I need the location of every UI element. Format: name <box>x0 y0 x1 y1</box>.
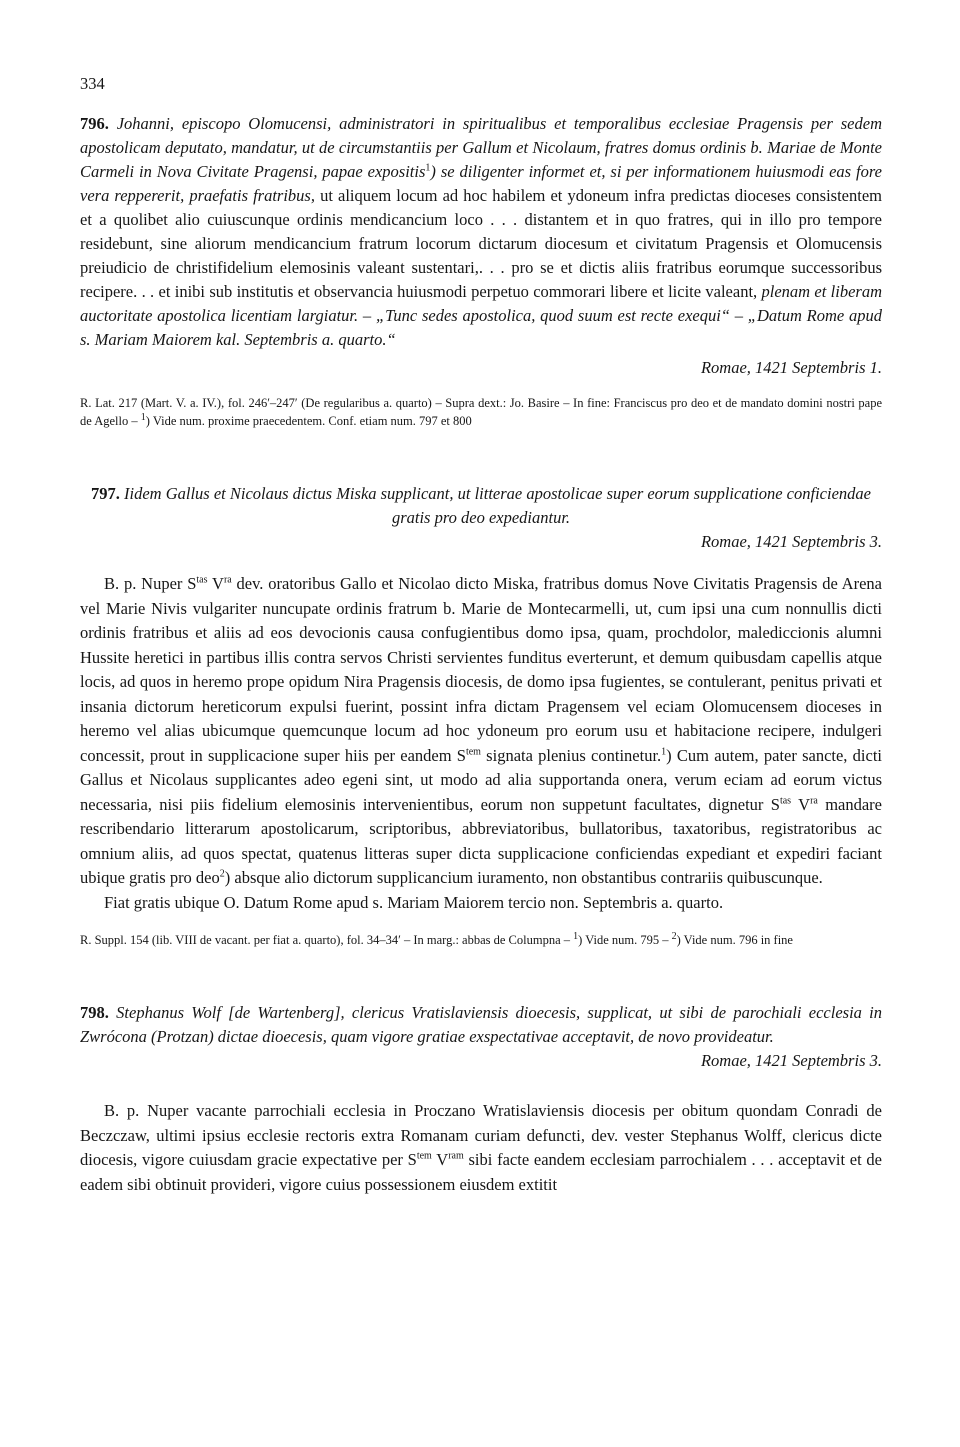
entry-797 <box>80 482 882 949</box>
entry-number: 796. <box>80 114 109 133</box>
entry-797-heading: 797. Iidem Gallus et Nicolaus dictus Miska supplicant, ut litterae apostolicae super eorum supplicatione conficiendae gratis pro deo expediantur. <box>91 484 871 527</box>
footnote-ref: 1 <box>661 746 667 757</box>
footnote-ref: 1 <box>425 162 431 174</box>
page-number: 334 <box>80 74 105 93</box>
entry-796-date: Romae, 1421 Septembris 1. <box>700 358 882 377</box>
entry-796 <box>80 112 882 430</box>
entry-798-heading: 798. Stephanus Wolf [de Wartenberg], clericus Vratislaviensis dioecesis, supplicat, ut sibi de parochiali ecclesia in Zwrócona (Protzan) dictae dioecesis, quam vigore gratiae exspectativae acceptavit, de novo provideatur. <box>80 1003 882 1046</box>
entry-number: 798. <box>80 1003 109 1022</box>
entry-797-text: B. p. Nuper $S^{tas}$ $V^{ra}$ dev. oratoribus Gallo et Nicolao dicto Miska, fratribus domus Nove Civitatis Pragensis de Arena vel Marie Nivis vulgariter nuncupate ordinis fratrum b. Marie de Montecarmelli, ut, cum ipsi una cum nonnullis dicti ordinis fratribus et aliis ad eos devocionis causa confugientibus domo ipsa, quam, prochdolor, malediccionis alumni Hussite heretici in partibus illis contra servos Christi servientes funditus everterunt, et demum quibusdam capellis atque locis, ad quos in heremo prope opidum Nira Pragensis diocesis, de domo ipsa fugientes, se contulerant, penitus privati et insania dictorum hereticorum expulsi fuerint, possint infra dictam Pragensem vel eciam Olomucensem dioceses in heremo vel alias ubicumque quemcunque locum ad hoc ydoneum pro eorum usu et habitacione recipere, indulgeri concessit, prout in supplicacione super hiis per eandem $S^{tem}$ signata plenius continetur.$^1$) Cum autem, pater sancte, dicti Gallus et Nicolaus supplicantes adeo egeni sint, ut modo ad alia supportanda onera, verum eciam ad eorum victus necessaria, nisi piis fidelium elemosinis intervenientibus, eorum non suppetunt facultates, dignetur $S^{tas}$ $V^{ra}$ mandare rescribendario litterarum apostolicarum, scriptoribus, abbreviatoribus, bullatoribus, taxatoribus, registratoribus ac omnium aliis, ad quos spectat, quatenus litteras super dicta supplicacione conficiendas expediant et expediri faciant ubique gratis pro deo$^2$) absque alio dictorum supplicancium iuramento, non obstantibus contrariis quibuscunque. <box>80 574 882 887</box>
entry-798-date: Romae, 1421 Septembris 3. <box>700 1051 882 1070</box>
entry-797-dating: Fiat gratis ubique O. Datum Rome apud s. Mariam Maiorem tercio non. Septembris a. quarto. <box>104 892 724 912</box>
entry-797-date: Romae, 1421 Septembris 3. <box>700 532 882 551</box>
footnote-ref: 2 <box>219 868 225 880</box>
entry-number: 797. <box>91 484 120 503</box>
entry-798-text: B. p. Nuper vacante parrochiali ecclesia in Proczano Wratislaviensis diocesis per obitum quondam Conradi de Beczczaw, ultimi ipsius ecclesie rectoris extra Romanam curiam defuncti, dev. vester Stephanus Wolff, clericus dicte diocesis, vigore cuiusdam gracie expectative per $S^{tem}$ $V^{ram}$ sibi facte eandem ecclesiam parrochialem . . . acceptavit et de eadem sibi obtinuit provideri, vigore cuius possessionem eiusdem extitit <box>80 1101 883 1194</box>
entry-796-note: R. Lat. 217 (Mart. V. a. IV.), fol. 246′–247′ (De regularibus a. quarto) – Supra dext.: Jo. Basire – In fine: Franciscus pro deo et de mandato domini nostri pape de Agello – $^1$) Vide num. proxime praecedentem. Conf. etiam num. 797 et 800 <box>80 396 882 428</box>
entry-796-heading: 796. Johanni, episcopo Olomucensi, administratori in spiritualibus et temporalibus ecclesiae Pragensis per sedem apostolicam deputato, mandatur, ut de circumstantiis per Gallum et Nicolaum, fratres domus ordinis b. Mariae de Monte Carmeli in Nova Civitate Pragensi, papae expositis$^1$) se diligenter informet et, si per informationem huiusmodi eas fore vera reppererit, praefatis fratribus, ut aliquem locum ad hoc habilem et ydoneum infra predictas dioceses consistentem et a quolibet alio cuiuscunque ordinis mendicancium loco . . . distantem et in quo fratres, qui in illo pro tempore residebunt, sine aliorum mendicancium fratrum locorum dictarum diocesum et civitatum Pragensis et Olomucensis preiudicio de christifidelium elemosinis valeant sustentari,. . . pro se et dictis aliis fratribus eorumque successoribus recipere. . . et inibi sub institutis et observancia huiusmodi perpetuo commorari libere et licite valeant, plenam et liberam auctoritate apostolica licentiam largiatur. – „Tunc sedes apostolica, quod suum est recte exequi“ – „Datum Rome apud s. Mariam Maiorem kal. Septembris a. quarto.“ <box>80 114 882 349</box>
entry-798 <box>80 1001 882 1197</box>
document-page <box>80 74 882 1197</box>
entry-797-note: R. Suppl. 154 (lib. VIII de vacant. per fiat a. quarto), fol. 34–34′ – In marg.: abbas de Columpna – $^1$) Vide num. 795 – $^2$) Vide num. 796 in fine <box>80 930 793 947</box>
